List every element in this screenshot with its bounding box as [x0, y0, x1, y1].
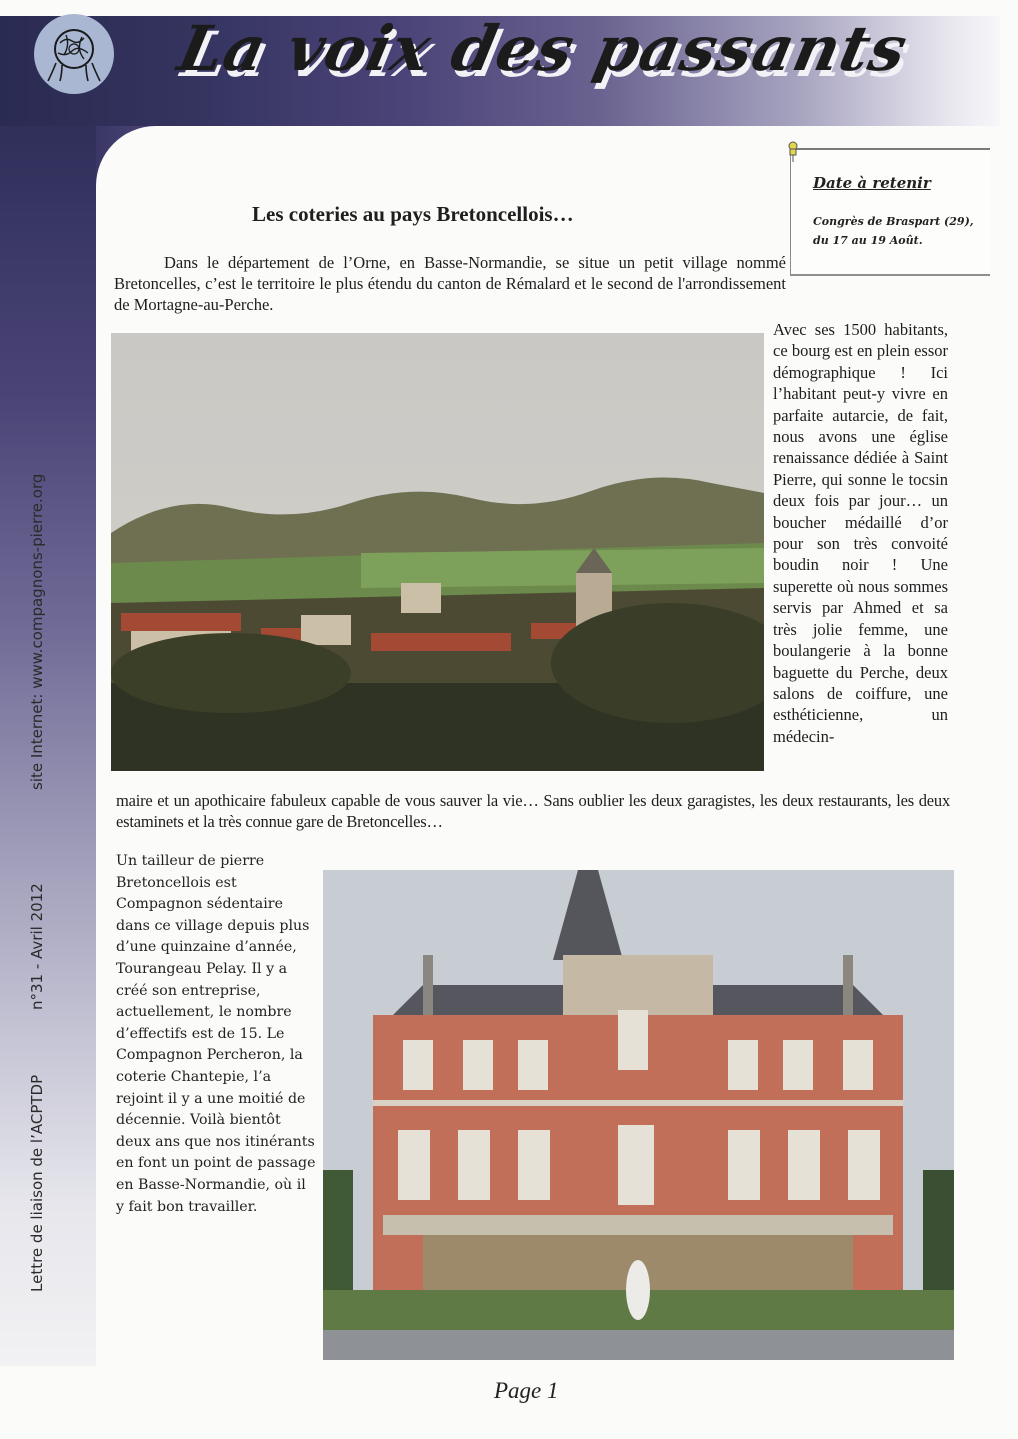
article-full-width: maire et un apothicaire fabuleux capable de vous sauver la vie… Sans oublier les deux garagistes, les deux restaurants, les deux estaminets et la très connue gare de Bretoncelles… — [116, 791, 950, 831]
website-label: site Internet: www.compagnons-pierre.org — [28, 473, 46, 790]
newsletter-label: Lettre de liaison de l’ACPTDP — [28, 1074, 46, 1292]
association-logo — [34, 14, 114, 94]
page-number: Page 1 — [494, 1378, 559, 1403]
article-right-column: Avec ses 1500 habitants, ce bourg est en plein essor démographique ! Ici l’habitant peut-y vivre en parfaite autarcie, de fait, nous avons une église renaissance dédiée à Saint Pierre, qui sonne le tocsin deux fois par jour… un boucher médaillé d’or pour son très convoité boudin noir ! Une superette où nous sommes servis par Ahmed et sa très jolie femme, une boulangerie à la bonne baguette du Perche, deux salons de coiffure, une esthéticienne, un médecin- — [773, 320, 948, 746]
article-title: Les coteries au pays Bretoncellois… — [252, 202, 574, 226]
article-left-column: Un tailleur de pierre Bretoncellois est Compagnon sédentaire dans ce village depuis plus d’une quinzaine d’année, Tourangeau Pelay. Il y a créé son entreprise, actuellement, le nombre d’effectifs est de 15. Le Compagnon Percheron, la coterie Chantepie, l’a rejoint il y a une moitié de décennie. Voilà bientôt deux ans que nos itinérants en font un point de passage en Basse-Normandie, où il y fait bon travailler. — [116, 853, 316, 1215]
sidebar-strip — [0, 16, 96, 1366]
village-photo — [111, 333, 764, 771]
date-box-title: Date à retenir — [813, 174, 931, 192]
masthead-title: La voix des passants — [172, 12, 915, 85]
date-box — [790, 148, 990, 276]
date-box-text: Congrès de Braspart (29), du 17 au 19 Août. — [813, 215, 974, 247]
stone-globe-hands-icon — [44, 23, 104, 85]
chateau-photo — [323, 870, 954, 1360]
article-intro: Dans le département de l’Orne, en Basse-Normandie, se situe un petit village nommé Bretoncelles, c’est le territoire le plus étendu du canton de Rémalard et le second de l'arrondissement de Mortagne-au-Perche. — [114, 253, 786, 314]
pushpin-icon — [788, 141, 798, 163]
issue-label: n°31 - Avril 2012 — [28, 883, 46, 1010]
